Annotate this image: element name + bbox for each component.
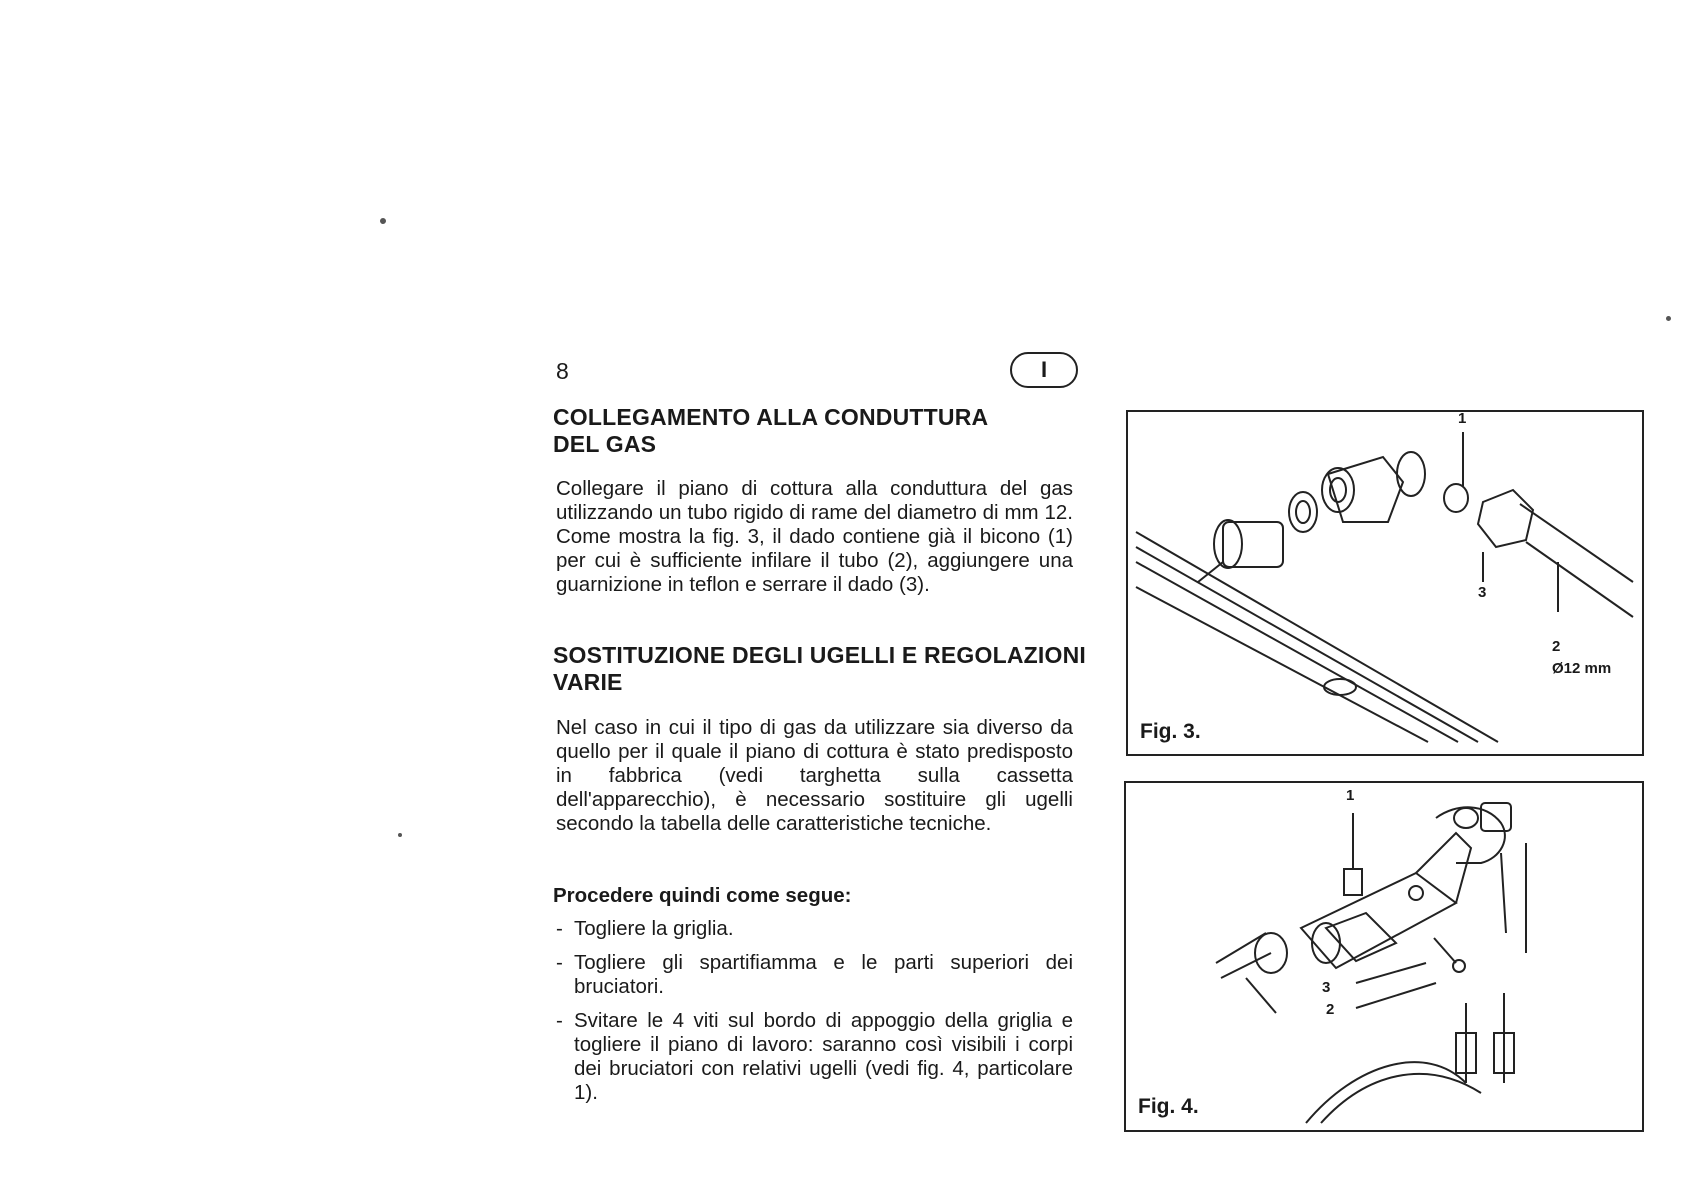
paragraph-nozzle-replacement: Nel caso in cui il tipo di gas da utilizzare sia diverso da quello per il quale il piano di cottura è stato predisposto in fabbrica (vedi targhetta sulla cassetta dell'apparecchio), è necessario sostituire gli ugelli secondo la tabella delle caratteristiche tecniche. — [556, 716, 1073, 835]
section-title-line: VARIE — [553, 669, 623, 695]
procedure-steps — [556, 917, 1073, 1115]
procedure-heading: Procedere quindi come segue: — [553, 884, 852, 907]
figure-3 — [1126, 410, 1644, 756]
scan-speck — [398, 833, 402, 837]
callout-2: 2 — [1326, 1001, 1335, 1018]
list-item — [556, 917, 1073, 941]
callout-3: 3 — [1322, 979, 1331, 996]
bullet-dash: - — [556, 1009, 563, 1032]
callout-3: 3 — [1478, 584, 1487, 601]
diameter-label: Ø12 mm — [1552, 660, 1612, 677]
figure-4 — [1124, 781, 1644, 1132]
figure-4-label: Fig. 4. — [1138, 1095, 1199, 1118]
scan-speck — [380, 218, 386, 224]
list-item — [556, 1009, 1073, 1105]
page-number: 8 — [556, 358, 569, 384]
scan-speck — [1666, 316, 1671, 321]
burner-nozzle-illustration — [1126, 783, 1642, 1130]
callout-1: 1 — [1458, 410, 1467, 427]
section-title-nozzle-replacement — [553, 642, 1093, 696]
section-title-line: SOSTITUZIONE DEGLI UGELLI E REGOLAZIONI — [553, 642, 1086, 668]
pipe-fitting-illustration — [1128, 412, 1642, 754]
callout-1: 1 — [1346, 787, 1355, 804]
step-text: Svitare le 4 viti sul bordo di appoggio della griglia e togliere il piano di lavoro: saranno così visibili i corpi dei bruciatori con relativi ugelli (vedi fig. 4, particolare 1). — [574, 1009, 1073, 1104]
callout-2: 2 — [1552, 638, 1561, 655]
step-text: Togliere la griglia. — [574, 917, 734, 940]
section-title-line: COLLEGAMENTO ALLA CONDUTTURA — [553, 404, 989, 430]
bullet-dash: - — [556, 951, 563, 974]
step-text: Togliere gli spartifiamma e le parti superiori dei bruciatori. — [574, 951, 1073, 998]
bullet-dash: - — [556, 917, 563, 940]
language-badge: I — [1010, 352, 1078, 388]
list-item — [556, 951, 1073, 999]
section-title-gas-connection — [553, 404, 1073, 458]
section-title-line: DEL GAS — [553, 431, 657, 457]
figure-3-label: Fig. 3. — [1140, 720, 1201, 743]
paragraph-gas-connection: Collegare il piano di cottura alla conduttura del gas utilizzando un tubo rigido di rame del diametro di mm 12. Come mostra la fig. 3, il dado contiene già il bicono (1) per cui è sufficiente infilare il tubo (2), aggiungere una guarnizione in teflon e serrare il dado (3). — [556, 477, 1073, 596]
